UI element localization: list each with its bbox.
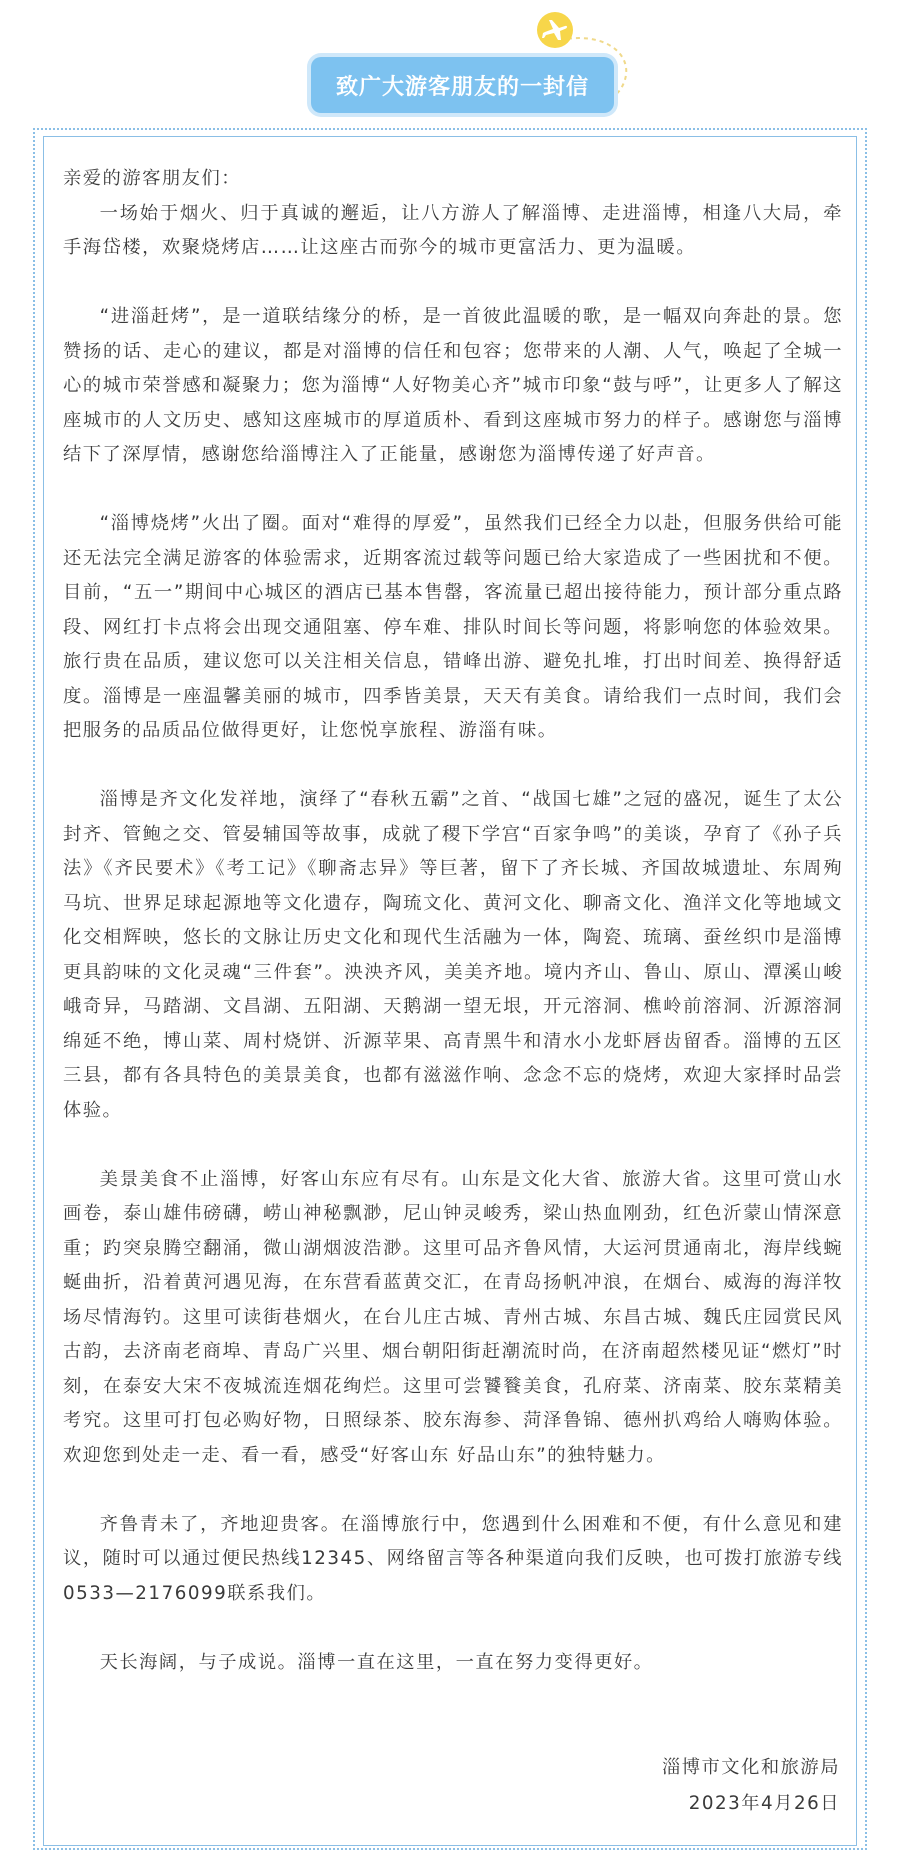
letter-paragraph: 美景美食不止淄博，好客山东应有尽有。山东是文化大省、旅游大省。这里可赏山水画卷，泰山雄伟磅礴，崂山神秘飘渺，尼山钟灵峻秀，梁山热血刚劲，红色沂蒙山情深意重；趵突泉腾空翻涌，微山湖烟波浩渺。这里可品齐鲁风情，大运河贯通南北，海岸线蜿蜒曲折，沿着黄河遇见海，在东营看蓝黄交汇，在青岛扬帆冲浪，在烟台、威海的海洋牧场尽情海钓。这里可读街巷烟火，在台儿庄古城、青州古城、东昌古城、魏氏庄园赏民风古韵，去济南老商埠、青岛广兴里、烟台朝阳街赶潮流时尚，在济南超然楼见证“燃灯”时刻，在泰安大宋不夜城流连烟花绚烂。这里可尝饕餮美食，孔府菜、济南菜、胶东菜精美考究。这里可打包必购好物，日照绿茶、胶东海参、菏泽鲁锦、德州扒鸡给人嗨购体验。欢迎您到处走一走、看一看，感受“好客山东 好品山东”的独特魅力。	[63, 1168, 843, 1466]
letter-paragraph: “淄博烧烤”火出了圈。面对“难得的厚爱”，虽然我们已经全力以赴，但服务供给可能还无法完全满足游客的体验需求，近期客流过载等问题已给大家造成了一些困扰和不便。目前，“五一”期间中心城区的酒店已基本售罄，客流量已超出接待能力，预计部分重点路段、网红打卡点将会出现交通阻塞、停车难、排队时间长等问题，将影响您的体验效果。旅行贵在品质，建议您可以关注相关信息，错峰出游、避免扎堆，打出时间差、换得舒适度。淄博是一座温馨美丽的城市，四季皆美景，天天有美食。请给我们一点时间，我们会把服务的品质品位做得更好，让您悦享旅程、游淄有味。	[63, 513, 843, 741]
airplane-icon	[533, 8, 577, 52]
letter-header	[0, 0, 900, 130]
page-title: 致广大游客朋友的一封信	[335, 74, 589, 100]
letter-paragraph: “进淄赶烤”，是一道联结缘分的桥，是一首彼此温暖的歌，是一幅双向奔赴的景。您赞扬的话、走心的建议，都是对淄博的信任和包容；您带来的人潮、人气，唤起了全城一心的城市荣誉感和凝聚力；您为淄博“人好物美心齐”城市印象“鼓与呼”，让更多人了解这座城市的人文历史、感知这座城市的厚道质朴、看到这座城市努力的样子。感谢您与淄博结下了深厚情，感谢您给淄博注入了正能量，感谢您为淄博传递了好声音。	[63, 306, 843, 465]
letter-signature	[662, 1750, 840, 1822]
letter-paragraph: 淄博是齐文化发祥地，演绎了“春秋五霸”之首、“战国七雄”之冠的盛况，诞生了太公封齐、管鲍之交、管晏辅国等故事，成就了稷下学宫“百家争鸣”的美谈，孕育了《孙子兵法》《齐民要术》《考工记》《聊斋志异》等巨著，留下了齐长城、齐国故城遗址、东周殉马坑、世界足球起源地等文化遗存，陶琉文化、黄河文化、聊斋文化、渔洋文化等地域文化交相辉映，悠长的文脉让历史文化和现代生活融为一体，陶瓷、琉璃、蚕丝织巾是淄博更具韵味的文化灵魂“三件套”。泱泱齐风，美美齐地。境内齐山、鲁山、原山、潭溪山峻峨奇异，马踏湖、文昌湖、五阳湖、天鹅湖一望无垠，开元溶洞、樵岭前溶洞、沂源溶洞绵延不绝，博山菜、周村烧饼、沂源苹果、高青黑牛和清水小龙虾唇齿留香。淄博的五区三县，都有各具特色的美景美食，也都有滋滋作响、念念不忘的烧烤，欢迎大家择时品尝体验。	[63, 789, 843, 1121]
signature-date: 2023年4月26日	[688, 1793, 840, 1814]
title-banner	[311, 57, 614, 113]
letter-body	[63, 162, 843, 1715]
letter-paragraph: 天长海阔，与子成说。淄博一直在这里，一直在努力变得更好。	[99, 1651, 654, 1673]
signature-organization: 淄博市文化和旅游局	[661, 1757, 840, 1778]
letter-paragraph: 一场始于烟火、归于真诚的邂逅，让八方游人了解淄博、走进淄博，相逢八大局，牵手海岱楼，欢聚烧烤店……让这座古而弥今的城市更富活力、更为温暖。	[63, 202, 843, 258]
letter-greeting: 亲爱的游客朋友们：	[63, 168, 242, 189]
letter-paragraph: 齐鲁青未了，齐地迎贵客。在淄博旅行中，您遇到什么困难和不便，有什么意见和建议，随时可以通过便民热线12345、网络留言等各种渠道向我们反映，也可拨打旅游专线0533—2176099联系我们。	[63, 1513, 843, 1604]
